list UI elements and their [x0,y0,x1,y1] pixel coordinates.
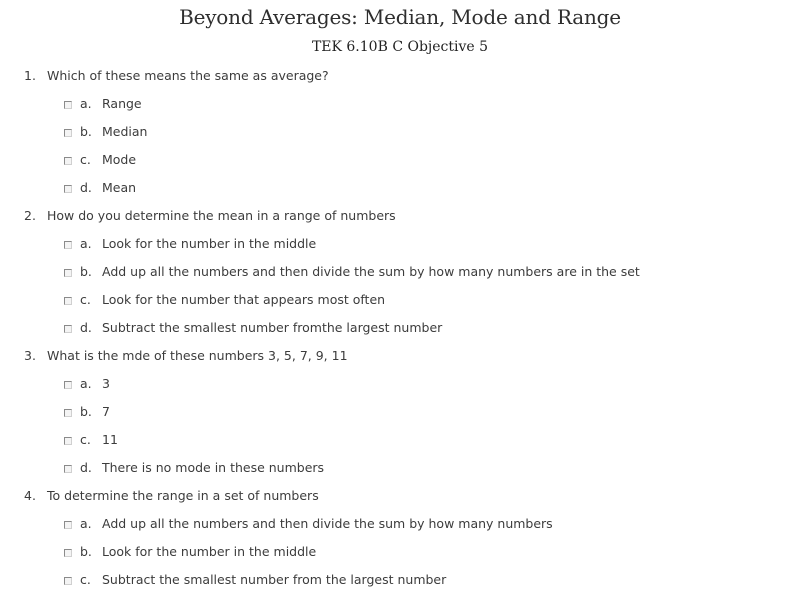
checkbox-icon[interactable] [64,297,72,305]
option-text: Mean [102,180,137,195]
option-letter: d. [80,460,92,475]
option-text: Add up all the numbers and then divide the sum by how many numbers [102,516,553,531]
option-text: Add up all the numbers and then divide the sum by how many numbers are in the set [102,264,640,279]
option-letter: d. [80,320,92,335]
option-letter: b. [80,264,92,279]
option-letter: c. [80,152,91,167]
option-letter: b. [80,544,92,559]
question-number: 1. [24,68,36,83]
question-number: 2. [24,208,36,223]
checkbox-icon[interactable] [64,325,72,333]
question-number: 3. [24,348,36,363]
option-letter: d. [80,180,92,195]
question-text: Which of these means the same as average? [47,68,329,83]
checkbox-icon[interactable] [64,577,72,585]
option-letter: c. [80,572,91,587]
checkbox-icon[interactable] [64,269,72,277]
checkbox-icon[interactable] [64,101,72,109]
checkbox-icon[interactable] [64,129,72,137]
checkbox-icon[interactable] [64,157,72,165]
option-text: Range [102,96,142,111]
option-letter: c. [80,292,91,307]
question-number: 4. [24,488,36,503]
page-subtitle: TEK 6.10B C Objective 5 [311,39,489,55]
option-letter: c. [80,432,91,447]
option-letter: a. [80,236,92,251]
option-text: Subtract the smallest number fromthe largest number [102,320,443,335]
option-letter: a. [80,376,92,391]
option-text: 7 [102,404,110,419]
option-text: 11 [102,432,118,447]
page-title: Beyond Averages: Median, Mode and Range [179,5,621,29]
checkbox-icon[interactable] [64,549,72,557]
question-text: What is the mde of these numbers 3, 5, 7, 9, 11 [47,348,348,363]
checkbox-icon[interactable] [64,437,72,445]
option-text: Look for the number that appears most often [102,292,386,307]
option-text: Look for the number in the middle [102,544,317,559]
checkbox-icon[interactable] [64,241,72,249]
option-letter: a. [80,96,92,111]
option-text: Look for the number in the middle [102,236,317,251]
option-letter: a. [80,516,92,531]
option-letter: b. [80,404,92,419]
checkbox-icon[interactable] [64,409,72,417]
option-text: Mode [102,152,137,167]
option-text: 3 [102,376,110,391]
option-text: There is no mode in these numbers [102,460,325,475]
checkbox-icon[interactable] [64,381,72,389]
question-text: To determine the range in a set of numbers [47,488,319,503]
checkbox-icon[interactable] [64,185,72,193]
option-text: Subtract the smallest number from the largest number [102,572,447,587]
checkbox-icon[interactable] [64,521,72,529]
option-text: Median [102,124,148,139]
checkbox-icon[interactable] [64,465,72,473]
option-letter: b. [80,124,92,139]
question-text: How do you determine the mean in a range of numbers [47,208,396,223]
